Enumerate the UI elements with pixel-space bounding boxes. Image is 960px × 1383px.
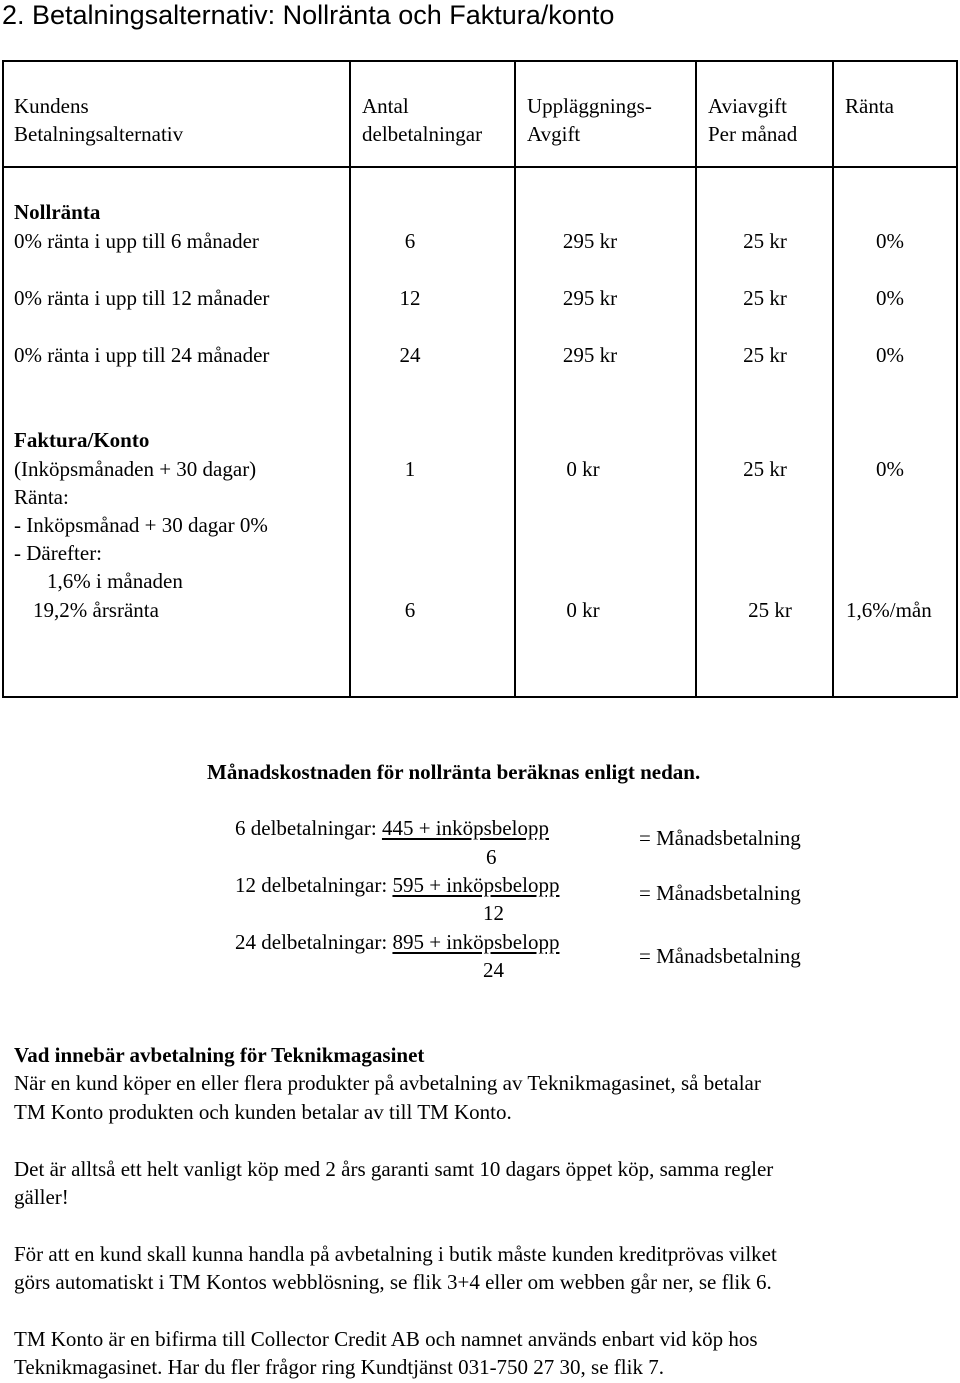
info-paragraph-line: TM Konto är en bifirma till Collector Credit AB och namnet används enbart vid köp hos (14, 1327, 758, 1351)
cell-setup-fee: 0 kr (566, 598, 600, 622)
header-line: Antal (362, 94, 409, 118)
column-divider (349, 60, 351, 698)
formula-numerator: 595 + inköpsbelopp (392, 873, 560, 897)
header-col-notice-fee (708, 96, 797, 145)
info-paragraph-line: Det är alltså ett helt vanligt köp med 2 års garanti samt 10 dagars öppet köp, samma regler (14, 1157, 774, 1181)
row-label: 0% ränta i upp till 12 månader (14, 286, 270, 310)
header-col-setup-fee (527, 96, 652, 145)
column-divider (832, 60, 834, 698)
formula-denominator: 24 (483, 958, 504, 982)
formula-result: = Månadsbetalning (639, 826, 801, 850)
info-title: Vad innebär avbetalning för Teknikmagasinet (14, 1043, 425, 1067)
section-title-faktura: Faktura/Konto (14, 428, 150, 452)
formula-denominator: 12 (483, 901, 504, 925)
formula-prefix: 24 delbetalningar: (235, 930, 393, 954)
cell-interest: 0% (876, 286, 904, 310)
faktura-line: - Därefter: (14, 541, 103, 565)
cell-installments: 24 (399, 343, 421, 367)
cell-notice-fee: 25 kr (748, 598, 792, 622)
table-border-bottom (2, 696, 958, 698)
page-title: 2. Betalningsalternativ: Nollränta och Faktura/konto (2, 0, 615, 30)
cell-installments: 12 (399, 286, 421, 310)
cell-setup-fee: 295 kr (562, 286, 618, 310)
formula-numerator: 895 + inköpsbelopp (392, 930, 560, 954)
table-border-right (956, 60, 958, 698)
cell-interest: 0% (876, 457, 904, 481)
cell-interest: 0% (876, 229, 904, 253)
info-paragraph-line: gäller! (14, 1185, 69, 1209)
cell-setup-fee: 295 kr (562, 343, 618, 367)
header-line: Ränta (845, 94, 894, 118)
cell-notice-fee: 25 kr (743, 343, 787, 367)
row-label: 0% ränta i upp till 6 månader (14, 229, 259, 253)
formula-numerator-line (235, 818, 549, 839)
cell-notice-fee: 25 kr (743, 286, 787, 310)
column-divider (514, 60, 516, 698)
info-paragraph-line: TM Konto produkten och kunden betalar av till TM Konto. (14, 1100, 512, 1124)
cell-notice-fee: 25 kr (743, 229, 787, 253)
table-border-top (2, 60, 958, 62)
header-line: Aviavgift (708, 94, 787, 118)
faktura-line: Ränta: (14, 485, 69, 509)
faktura-line: 19,2% årsränta (33, 598, 159, 622)
formula-numerator-line (235, 932, 559, 953)
formula-numerator: 445 + inköpsbelopp (381, 816, 549, 840)
info-paragraph-line: görs automatiskt i TM Kontos webblösning, se flik 3+4 eller om webben går ner, se flik 6. (14, 1270, 772, 1294)
faktura-line: (Inköpsmånaden + 30 dagar) (14, 457, 257, 481)
calc-title: Månadskostnaden för nollränta beräknas enligt nedan. (207, 760, 701, 784)
cell-interest: 0% (876, 343, 904, 367)
header-col-installments (362, 96, 482, 145)
cell-notice-fee: 25 kr (743, 457, 787, 481)
header-col-interest (845, 96, 894, 117)
cell-installments: 6 (404, 598, 416, 622)
info-paragraph-line: För att en kund skall kunna handla på avbetalning i butik måste kunden kreditprövas vilket (14, 1242, 777, 1266)
faktura-line: 1,6% i månaden (47, 569, 183, 593)
info-paragraph-line: När en kund köper en eller flera produkter på avbetalning av Teknikmagasinet, så betalar (14, 1071, 761, 1095)
formula-result: = Månadsbetalning (639, 944, 801, 968)
header-line: delbetalningar (362, 122, 483, 146)
cell-setup-fee: 295 kr (562, 229, 618, 253)
info-paragraph-line: Teknikmagasinet. Har du fler frågor ring Kundtjänst 031-750 27 30, se flik 7. (14, 1355, 664, 1379)
section-title-nollranta: Nollränta (14, 200, 101, 224)
formula-numerator-line (235, 875, 559, 896)
table-border-left (2, 60, 4, 698)
header-line: Avgift (527, 122, 581, 146)
formula-result: = Månadsbetalning (639, 881, 801, 905)
faktura-line: - Inköpsmånad + 30 dagar 0% (14, 513, 268, 537)
header-line: Kundens (14, 94, 89, 118)
header-col-customer-option (14, 96, 183, 145)
formula-prefix: 12 delbetalningar: (235, 873, 393, 897)
cell-setup-fee: 0 kr (566, 457, 600, 481)
formula-prefix: 6 delbetalningar: (235, 816, 382, 840)
header-line: Betalningsalternativ (14, 122, 184, 146)
formula-denominator: 6 (486, 845, 497, 869)
column-divider (695, 60, 697, 698)
cell-interest: 1,6%/mån (846, 598, 932, 622)
header-line: Per månad (708, 122, 798, 146)
row-label: 0% ränta i upp till 24 månader (14, 343, 270, 367)
cell-installments: 1 (404, 457, 416, 481)
table-header-divider (2, 166, 958, 168)
header-line: Uppläggnings- (527, 94, 652, 118)
cell-installments: 6 (404, 229, 416, 253)
